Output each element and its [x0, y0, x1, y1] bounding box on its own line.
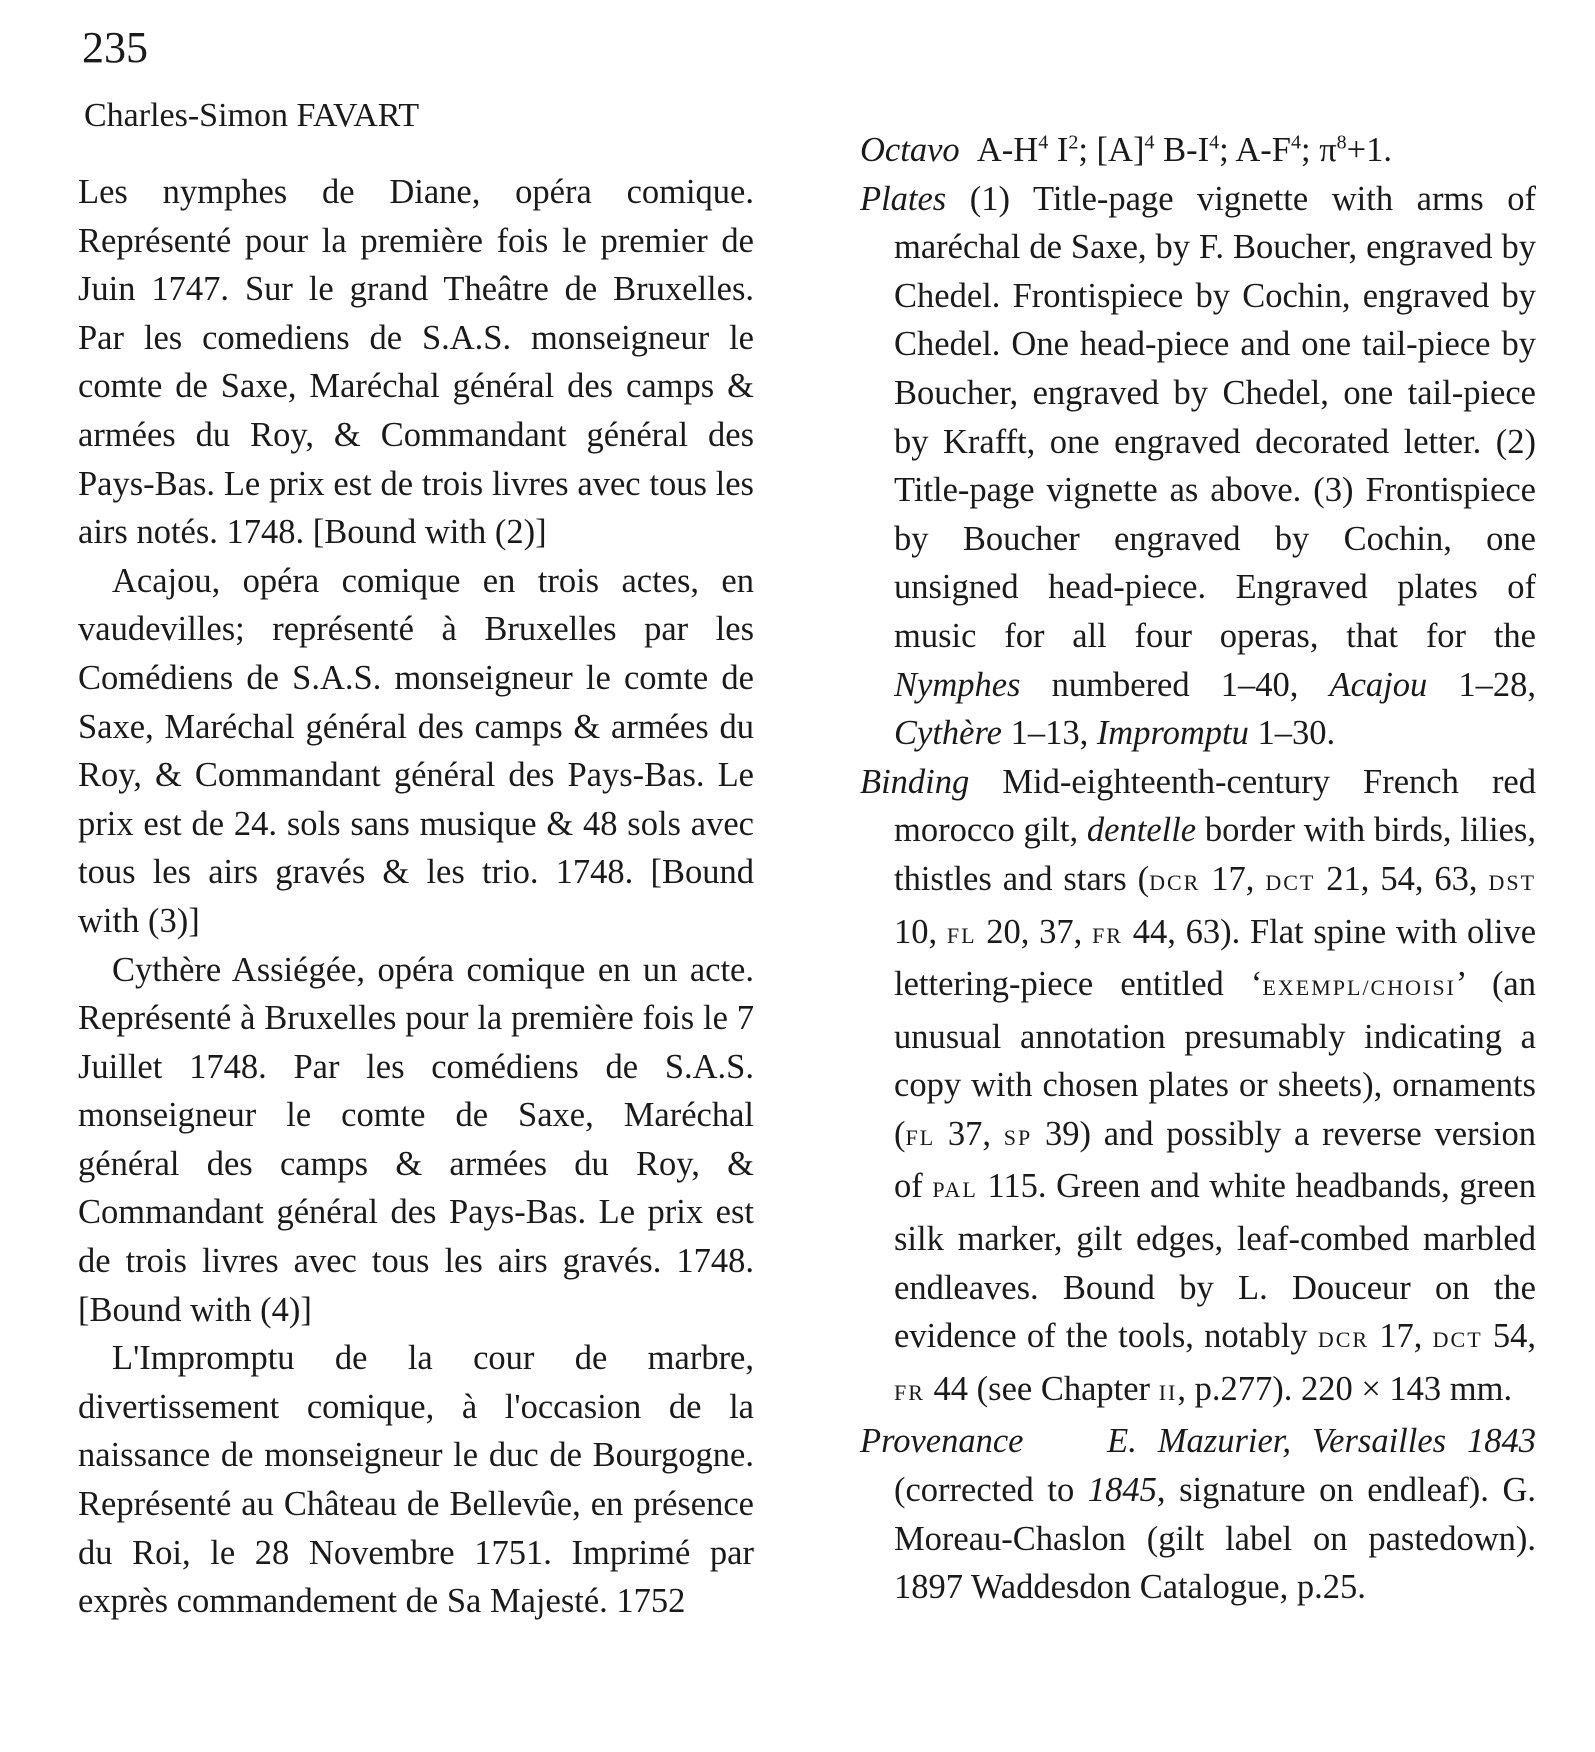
- provenance-text: E. Mazurier, Versailles 1843 (corrected to 1845, signature on endleaf). G. Moreau-Chaslon (gilt label on pastedown). 1897 Waddesdon Catalogue, p.25.: [894, 1422, 1537, 1607]
- plates-text: (1) Title-page vignette with arms of maréchal de Saxe, by F. Boucher, engraved by Chedel. Frontispiece by Cochin, engraved by Chedel. One head-piece and one tail-piece by Boucher, engraved by Chedel, one tail-piece by Krafft, one engraved decorated letter. (2) Title-page vignette as above. (3) Frontispiece by Boucher engraved by Cochin, one unsigned head-piece. Engraved plates of music for all four operas, that for the Nymphes numbered 1–40, Acajou 1–28, Cythère 1–13, Impromptu 1–30.: [894, 179, 1537, 753]
- title-nymphes-de-diane: Les nymphes de Diane, opéra comique. Représenté pour la première fois le premier de Juin 1747. Sur le grand Theâtre de Bruxelles. Par les comediens de S.A.S. monseigneur le comte de Saxe, Maréchal général des camps & armées du Roy, & Commandant général des Pays-Bas. Le prix est de trois livres avec tous les airs notés. 1748. [Bound with (2)]: [78, 173, 754, 552]
- octavo-label: Octavo: [860, 131, 960, 169]
- binding-text: Mid-eighteenth-century French red morocco gilt, dentelle border with birds, lilies, thistles and stars (DCR 17, DCT 21, 54, 63, DST 10, FL 20, 37, FR 44, 63). Flat spine with olive lettering-piece entitled ‘EXEMPL/CHOISI’ (an unusual annotation presumably indicating a copy with chosen plates or sheets), ornaments (FL 37, SP 39) and possibly a reverse version of PAL 115. Green and white headbands, green silk marker, gilt edges, leaf-combed marbled endleaves. Bound by L. Douceur on the evidence of the tools, notably DCR 17, DCT 54, FR 44 (see Chapter II, p.277). 220 × 143 mm.: [894, 762, 1537, 1408]
- provenance-label: Provenance: [860, 1422, 1024, 1461]
- plates-field: [860, 175, 1536, 758]
- entry-number: 235: [82, 23, 148, 72]
- binding-label: Binding: [860, 762, 970, 801]
- binding-field: [860, 758, 1536, 1418]
- title-cythere-assiegee: Cythère Assiégée, opéra comique en un acte. Représenté à Bruxelles pour la première fois le 7 Juillet 1748. Par les comédiens de S.A.S. monseigneur le comte de Saxe, Maréchal général des camps & armées du Roy, & Commandant général des Pays-Bas. Le prix est de trois livres avec tous les airs gravés. 1748. [Bound with (4)]: [78, 950, 754, 1329]
- collation-text: $A-H^4$ $I^2$; $[A]^4$ $B-I^4$; $A-F^4$; $\pi^8+1$.: [976, 131, 1392, 169]
- description-column: [860, 126, 1536, 1612]
- author-heading: Charles-Simon FAVART: [84, 97, 420, 134]
- titles-column: [78, 168, 754, 1626]
- octavo-field: [860, 126, 1536, 175]
- title-acajou: Acajou, opéra comique en trois actes, en vaudevilles; représenté à Bruxelles par les Comédiens de S.A.S. monseigneur le comte de Saxe, Maréchal général des camps & armées du Roy, & Commandant général des Pays-Bas. Le prix est de 24. sols sans musique & 48 sols avec tous les airs gravés & les trio. 1748. [Bound with (3)]: [78, 561, 754, 940]
- title-impromptu: L'Impromptu de la cour de marbre, divertissement comique, à l'occasion de la naissance de monseigneur le duc de Bourgogne. Représenté au Château de Bellevûe, en présence du Roi, le 28 Novembre 1751. Imprimé par exprès commandement de Sa Majesté. 1752: [78, 1339, 754, 1621]
- plates-label: Plates: [860, 179, 947, 218]
- provenance-field: [860, 1417, 1536, 1611]
